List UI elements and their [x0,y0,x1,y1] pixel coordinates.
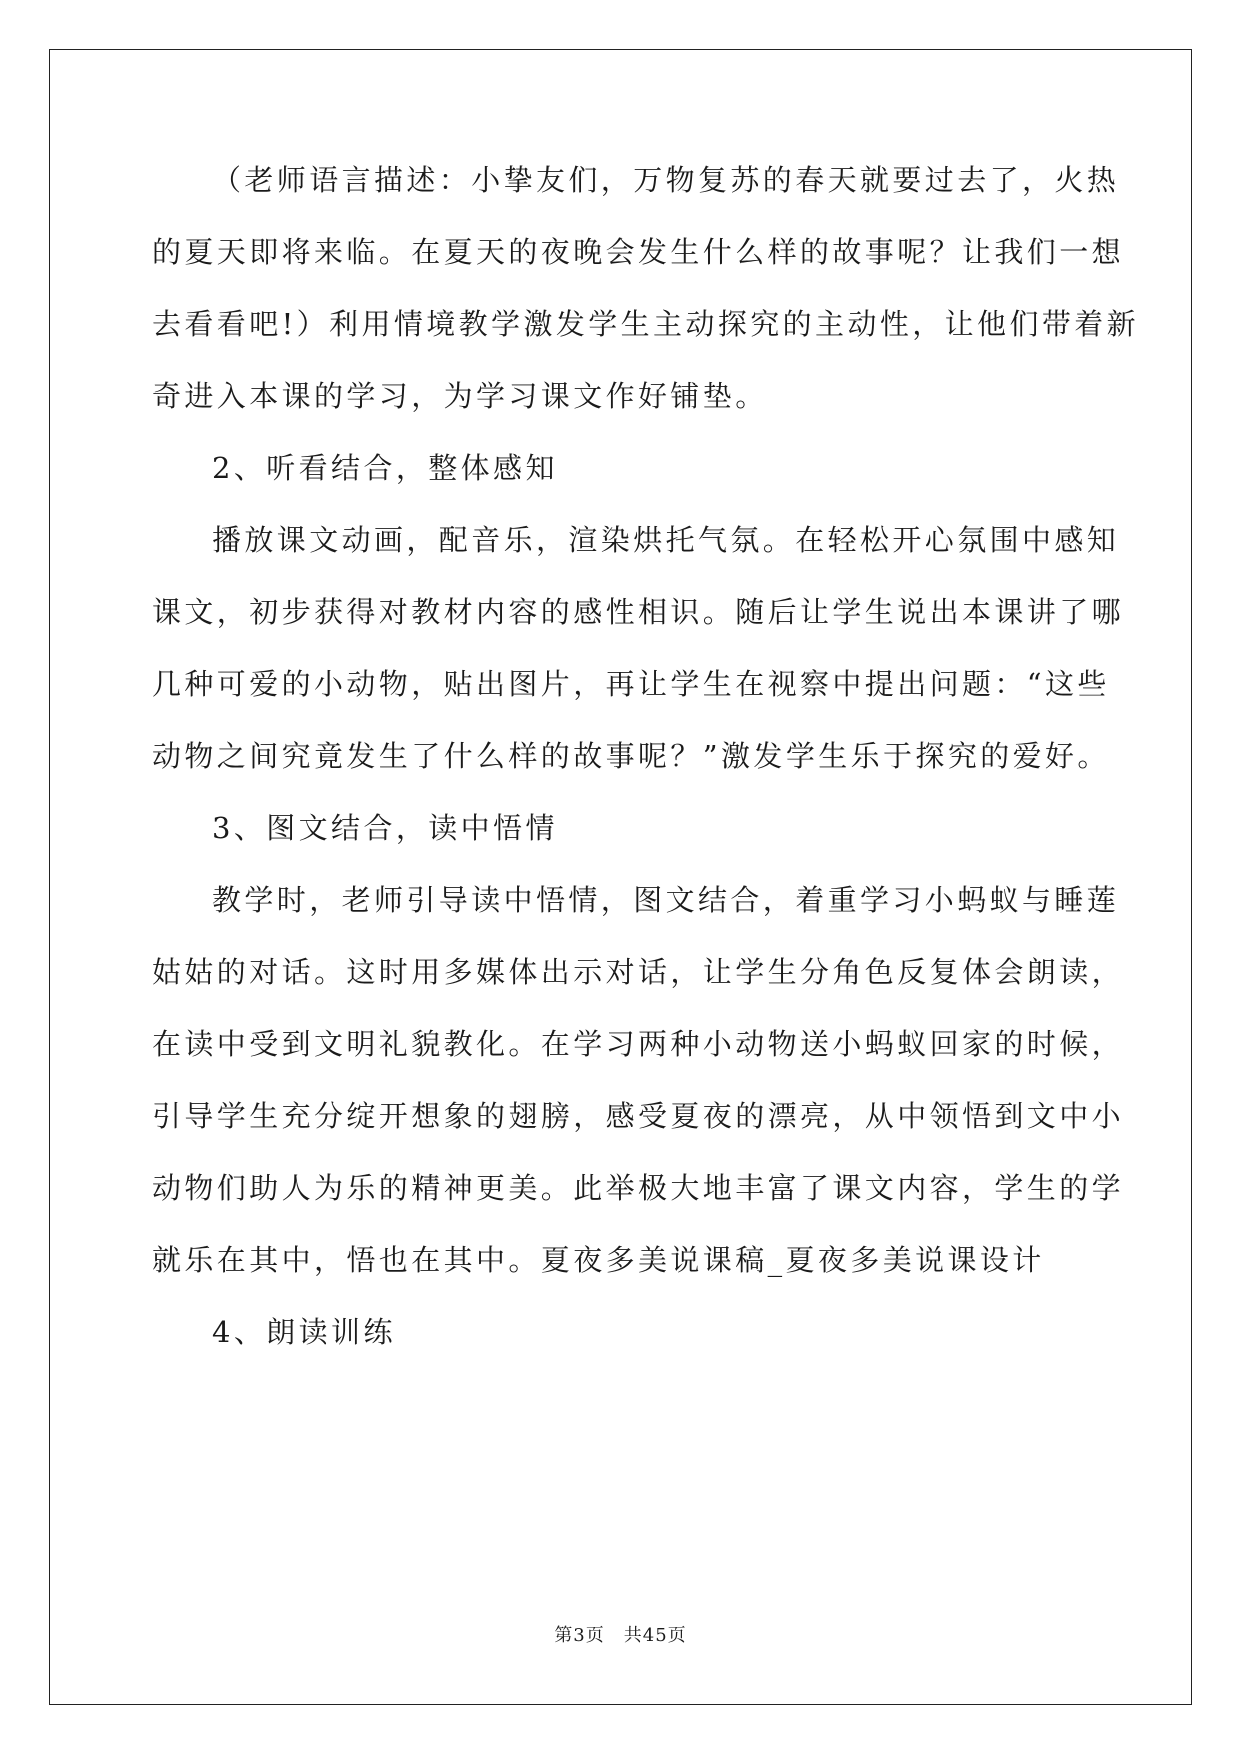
section-heading: 3、图文结合，读中悟情 [212,811,558,845]
paragraph-line: 动物之间究竟发生了什么样的故事呢？”激发学生乐于探究的爱好。 [152,739,1110,773]
paragraph-line: 在读中受到文明礼貌教化。在学习两种小动物送小蚂蚁回家的时候， [152,1027,1125,1061]
paragraph-line: 去看看吧!）利用情境教学激发学生主动探究的主动性，让他们带着新 [152,307,1140,341]
paragraph-line: 姑姑的对话。这时用多媒体出示对话，让学生分角色反复体会朗读， [152,955,1125,989]
paragraph-line: 的夏天即将来临。在夏天的夜晚会发生什么样的故事呢？让我们一想 [152,235,1125,269]
paragraph-line: （老师语言描述：小挚友们，万物复苏的春天就要过去了，火热 [212,163,1120,197]
paragraph-line: 动物们助人为乐的精神更美。此举极大地丰富了课文内容，学生的学 [152,1171,1125,1205]
paragraph-line: 就乐在其中，悟也在其中。夏夜多美说课稿_夏夜多美说课设计 [152,1243,1045,1277]
page-footer: 第3页 共45页 [554,1625,687,1646]
paragraph-line: 几种可爱的小动物，贴出图片，再让学生在视察中提出问题：“这些 [152,667,1110,701]
paragraph-line: 奇进入本课的学习，为学习课文作好铺垫。 [152,379,768,413]
paragraph-line: 引导学生充分绽开想象的翅膀，感受夏夜的漂亮，从中领悟到文中小 [152,1099,1125,1133]
section-heading: 4、朗读训练 [212,1315,396,1349]
paragraph-line: 播放课文动画，配音乐，渲染烘托气氛。在轻松开心氛围中感知 [212,523,1120,557]
page-border [49,49,1192,1705]
paragraph-line: 课文，初步获得对教材内容的感性相识。随后让学生说出本课讲了哪 [152,595,1125,629]
section-heading: 2、听看结合，整体感知 [212,451,558,485]
paragraph-line: 教学时，老师引导读中悟情，图文结合，着重学习小蚂蚁与睡莲 [212,883,1120,917]
